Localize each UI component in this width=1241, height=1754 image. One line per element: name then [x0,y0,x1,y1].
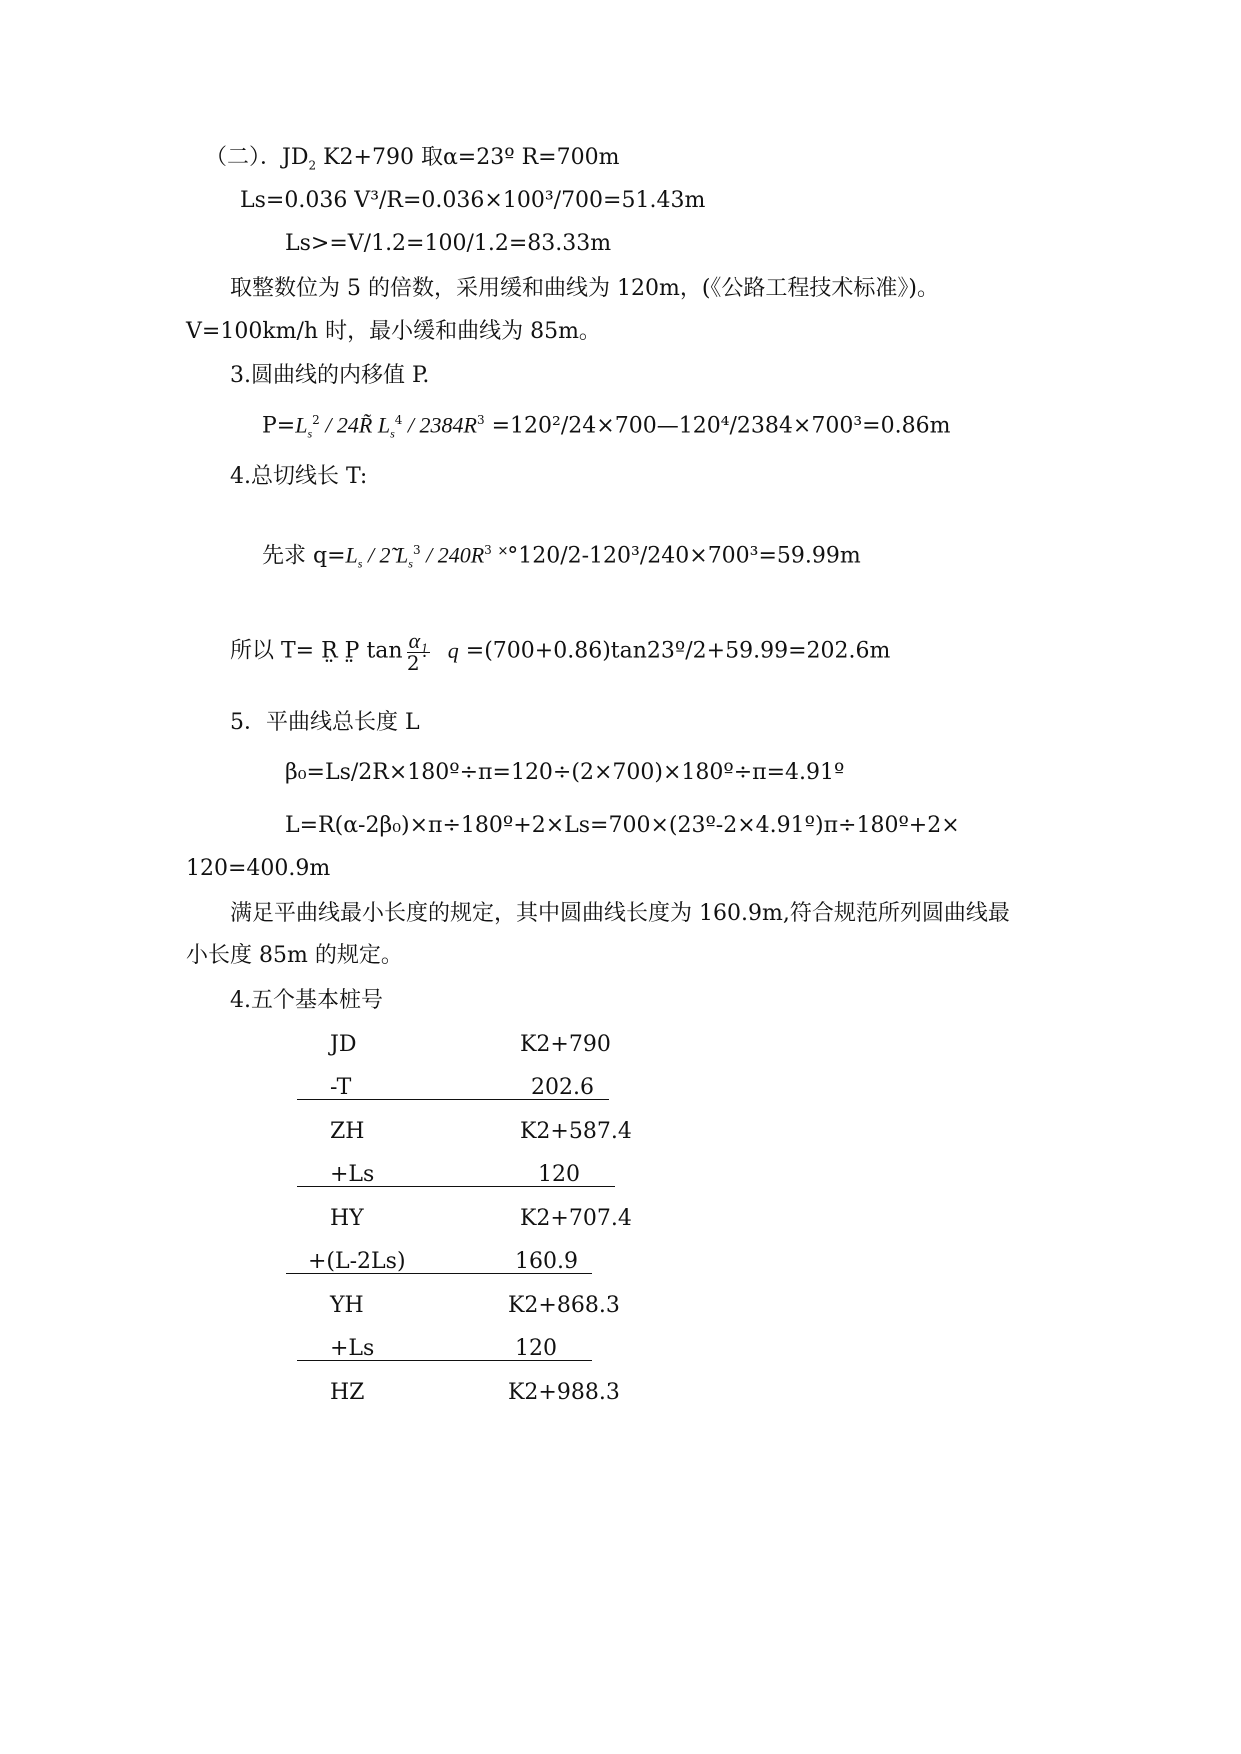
stake-label-yh: YH [330,1293,364,1318]
paragraph-2-line-2: 小长度 85m 的规定。 [186,943,403,968]
p-expr-sup: 2 [312,413,320,427]
l-formula-line-2: 120=400.9m [186,856,331,881]
stakes-title: 4.五个基本桩号 [230,988,383,1013]
stake-label-plus-l-2ls: +(L-2Ls) [308,1249,406,1274]
p-expr-end: / 2384R [402,412,477,438]
stake-value-hz: K2+988.3 [508,1380,620,1405]
paragraph-2-line-1: 满足平曲线最小长度的规定，其中圆曲线长度为 160.9m,符合规范所列圆曲线最 [230,901,1010,926]
stake-label-minus-t: -T [330,1075,352,1100]
p-expr-l: L [295,412,308,438]
p-expr-sub2: s [390,426,395,441]
fraction-numerator: α₁ [408,628,428,653]
stake-label-jd: JD [330,1032,357,1057]
stake-label-plus-ls-2: +Ls [330,1336,375,1361]
stake-value-circle: 160.9 [515,1249,578,1274]
stake-value-yh: K2+868.3 [508,1293,620,1318]
q-prefix: 先求 q= [262,543,346,569]
stake-label-hz: HZ [330,1380,365,1405]
heading-rest: K2+790 取α=23º R=700m [316,145,620,170]
stake-value-ls-2: 120 [515,1336,557,1361]
stake-label-zh: ZH [330,1119,365,1144]
stake-rule [297,1099,609,1100]
stake-rule [286,1273,592,1274]
p-expr-sup2: 4 [394,413,403,427]
stake-value-t: 202.6 [531,1075,594,1100]
paragraph-1-line-1: 取整数位为 5 的倍数，采用缓和曲线为 120m，(《公路工程技术标准》)。 [230,276,939,301]
heading-text: （二）．JD [205,145,309,170]
p-prefix: P= [262,413,296,439]
stake-label-hy: HY [330,1206,364,1231]
paragraph-1-line-2: V=100km/h 时，最小缓和曲线为 85m。 [186,319,601,344]
t-result: =(700+0.86)tan23º/2+59.99=202.6m [458,638,891,664]
step-5-title: 5．平曲线总长度 L [230,710,420,735]
alpha-fraction [407,630,430,673]
step-4-title: 4.总切线长 T: [230,464,368,489]
p-result: =120²/24×700—120⁴/2384×700³=0.86m [484,413,951,439]
ls-formula-1: Ls=0.036 V³/R=0.036×100³/700=51.43m [240,188,706,213]
ls-formula-2: Ls>=V/1.2=100/1.2=83.33m [285,231,612,256]
p-expr-sup3: 3 [476,413,485,427]
p-expr-mid: / 24R̃ L [319,412,391,438]
q-expr-end: / 240R [420,542,485,568]
stake-value-jd: K2+790 [520,1032,611,1057]
stake-rule [297,1186,615,1187]
stake-value-ls-1: 120 [538,1162,580,1187]
l-formula-line-1: L=R(α-2β₀)×π÷180º+2×Ls=700×(23º-2×4.91º)π÷180º+2× [285,813,960,838]
p-formula [262,414,950,440]
t-formula [230,630,890,673]
stake-rule [297,1360,592,1361]
q-expr-sub2: s [408,556,413,571]
heading-subscript: 2 [308,158,317,173]
q-expr-sup3: 3 [484,543,492,557]
stake-value-hy: K2+707.4 [520,1206,632,1231]
stake-value-zh: K2+587.4 [520,1119,632,1144]
section-heading [205,147,619,171]
step-3-title: 3.圆曲线的内移值 P. [230,363,430,388]
p-expr-sub: s [307,426,313,441]
t-q: q [447,637,459,663]
q-expr-sup2: 3 [412,543,421,557]
fraction-denominator: 2˙ [406,651,430,675]
t-prefix: 所以 T= R̤ P̤ tan [230,638,403,664]
q-expr-sub: s [357,556,363,571]
q-formula [262,544,861,570]
q-result: ˟°120/2-120³/240×700³=59.99m [491,543,861,569]
q-expr-mid: / 2̃ L [362,542,409,568]
beta-formula: β₀=Ls/2R×180º÷π=120÷(2×700)×180º÷π=4.91º [285,760,845,785]
q-expr-l: L [345,542,358,568]
stake-label-plus-ls-1: +Ls [330,1162,375,1187]
